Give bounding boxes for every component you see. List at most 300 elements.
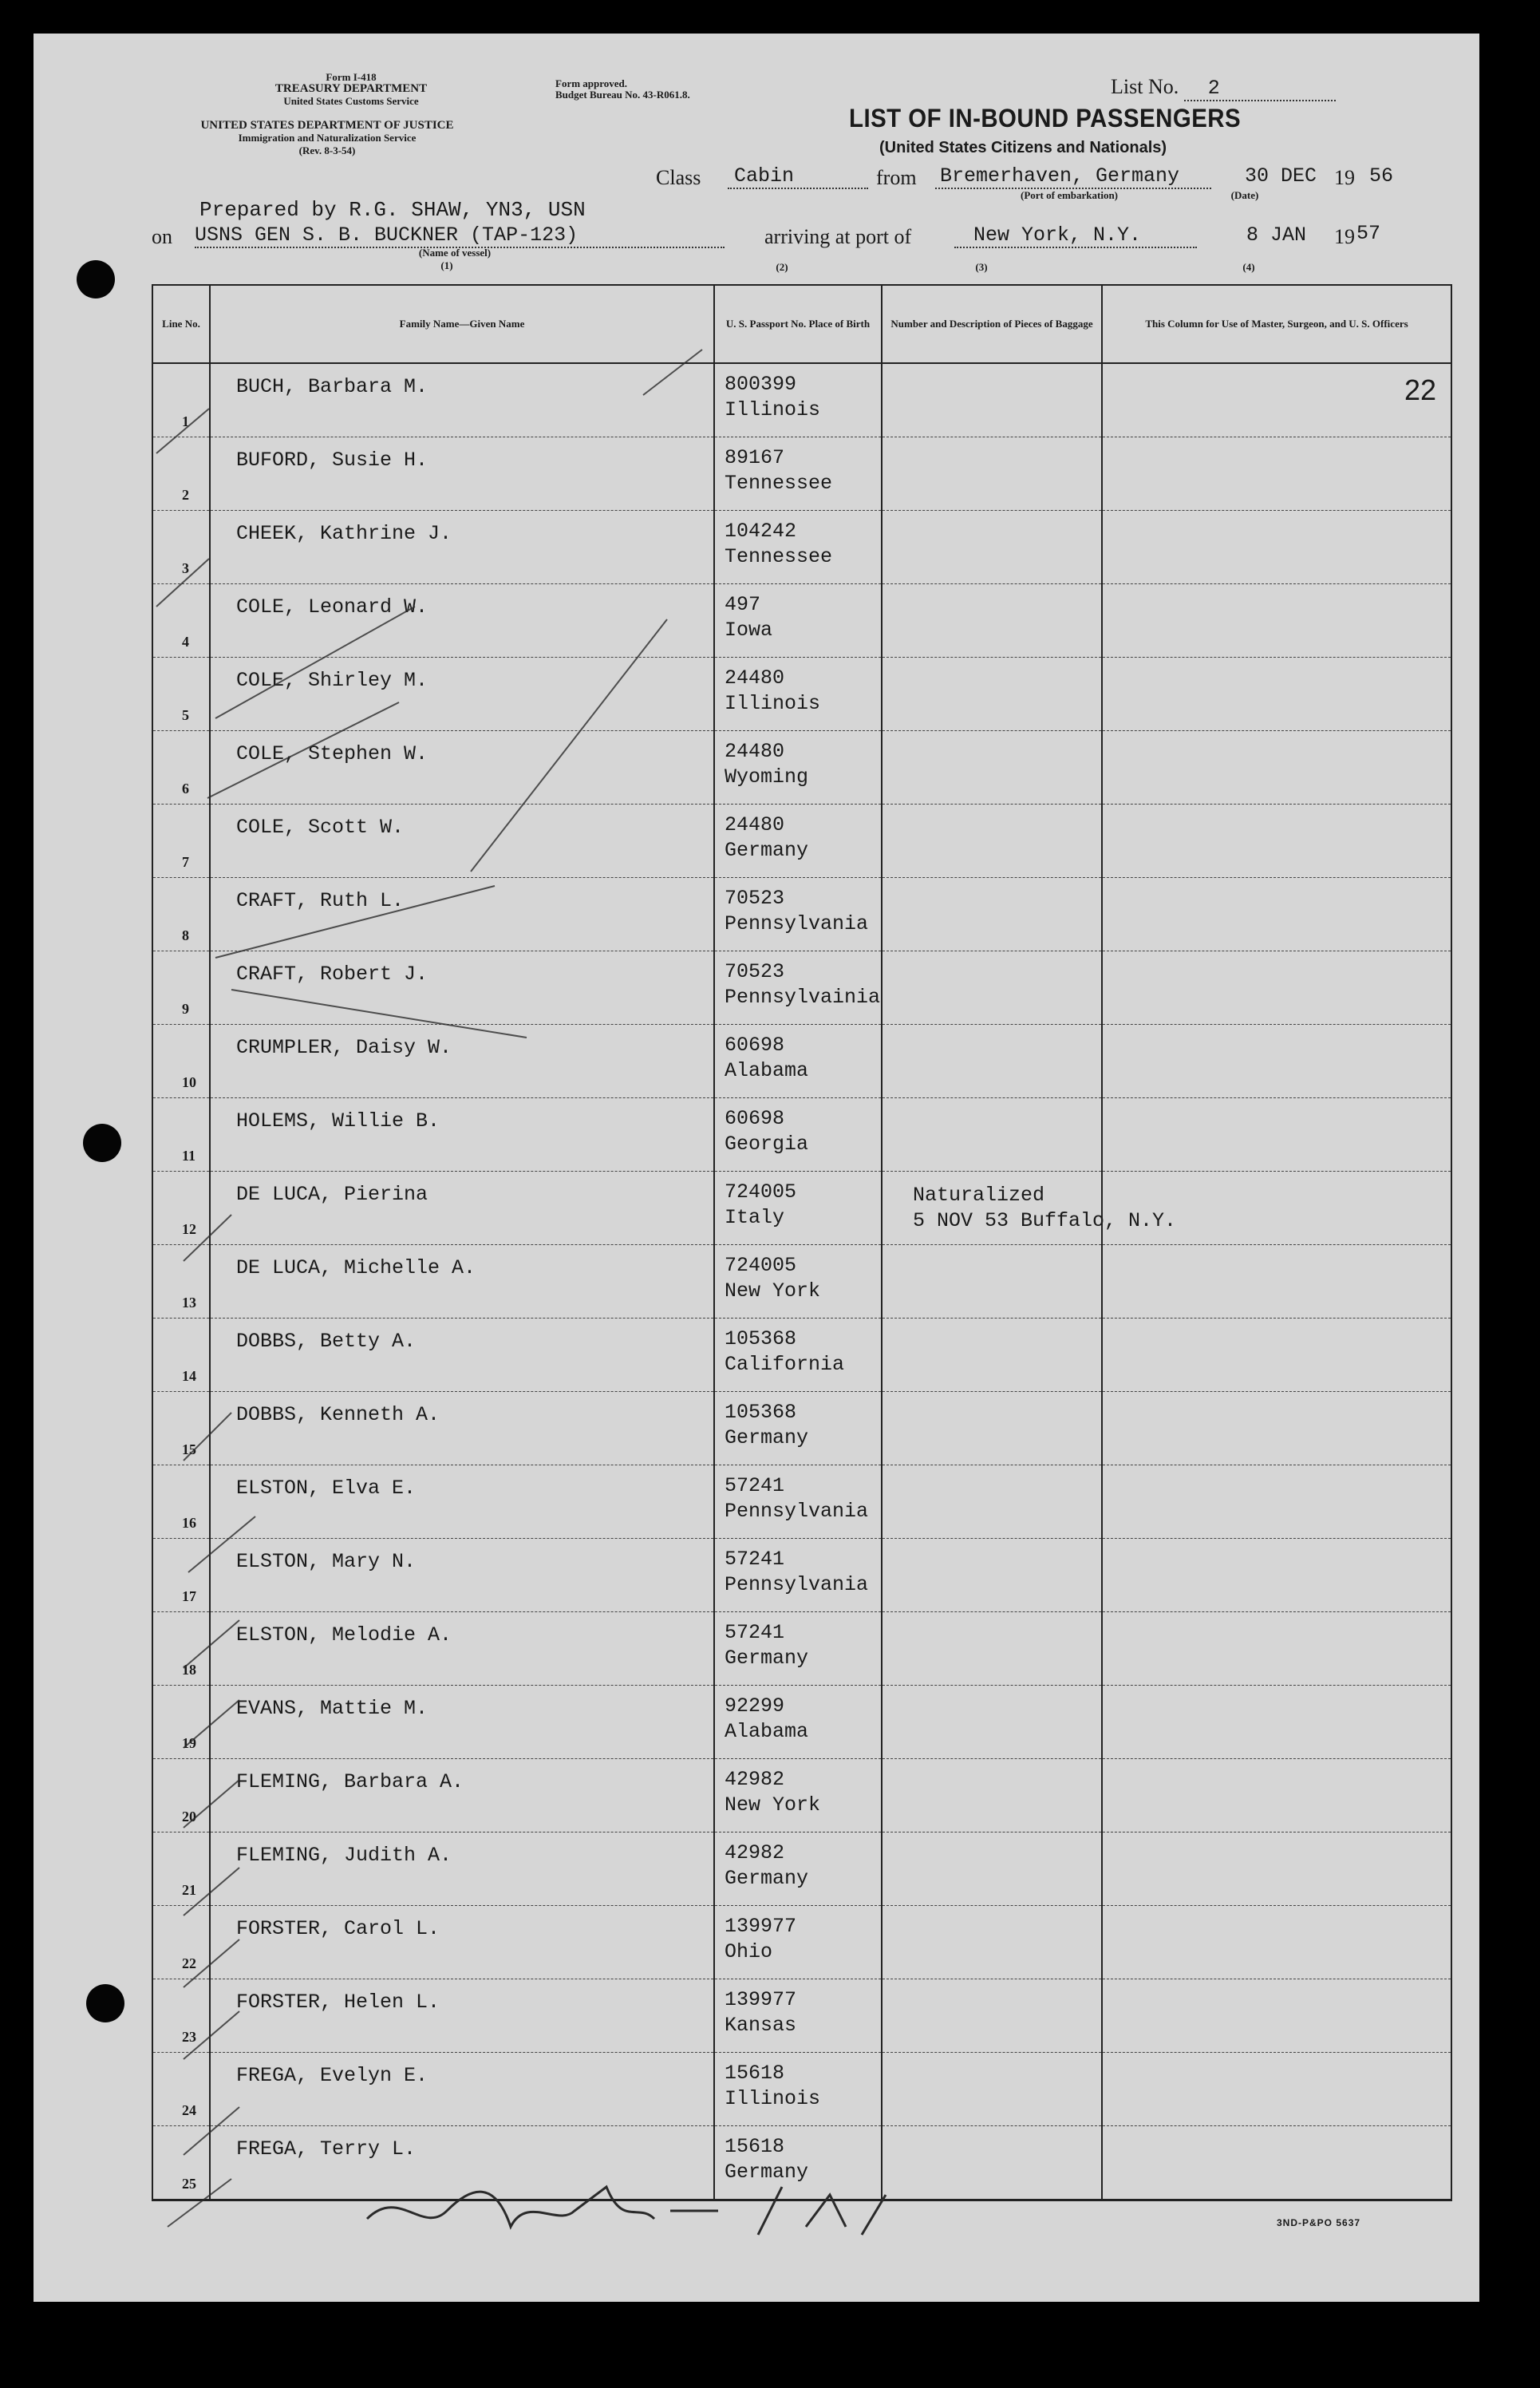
place-of-birth: Pennsylvania: [725, 1500, 869, 1523]
cell-baggage: [882, 1539, 1102, 1612]
baggage-note-1: Naturalized: [913, 1184, 1045, 1207]
baggage-note-2: 5 NOV 53 Buffalo, N.Y.: [913, 1209, 1177, 1232]
cell-passport: [714, 2053, 882, 2126]
cell-name: [210, 2126, 714, 2200]
place-of-birth: Kansas: [725, 2014, 797, 2037]
cell-baggage: [882, 1172, 1177, 1245]
cell-baggage: [882, 658, 1102, 731]
place-of-birth: Iowa: [725, 619, 773, 642]
cell-line-no: [152, 658, 210, 731]
cell-name: [210, 1686, 714, 1759]
passenger-name: CRAFT, Robert J.: [236, 963, 428, 986]
passport-number: 104242: [725, 520, 797, 543]
cell-passport: [714, 584, 882, 658]
table-header-row: [152, 285, 1451, 363]
cell-baggage: [882, 2126, 1102, 2200]
passport-number: 70523: [725, 960, 785, 983]
place-of-birth: New York: [725, 1279, 821, 1303]
arriving-label: arriving at port of: [764, 225, 912, 248]
place-of-birth: Illinois: [725, 2087, 821, 2110]
cell-officers: [1102, 437, 1451, 511]
cell-line-no: [152, 1833, 210, 1906]
passport-block: [725, 1547, 868, 1598]
cell-passport: [714, 1465, 882, 1539]
place-of-birth: Germany: [725, 1647, 809, 1670]
passport-block: [725, 2134, 808, 2185]
cell-passport: [714, 1098, 882, 1172]
passenger-name: HOLEMS, Willie B.: [236, 1109, 440, 1133]
cell-line-no: [152, 878, 210, 951]
place-of-birth: Alabama: [725, 1059, 809, 1082]
cell-name: [210, 805, 714, 878]
place-of-birth: Georgia: [725, 1133, 809, 1156]
table-row: [152, 511, 1451, 584]
cell-passport: [714, 1539, 882, 1612]
passport-number: 92299: [725, 1694, 785, 1718]
cell-passport: [714, 437, 882, 511]
cell-passport: [714, 658, 882, 731]
column-1-note: (1): [440, 259, 453, 271]
place-of-birth: Germany: [725, 1426, 809, 1449]
table-row: [152, 363, 1451, 437]
col-header-name: Family Name—Given Name: [210, 285, 714, 363]
passenger-name: DE LUCA, Pierina: [236, 1183, 428, 1206]
cell-passport: [714, 1245, 882, 1319]
vessel-note: (Name of vessel): [418, 247, 492, 259]
embarkation-port: Bremerhaven, Germany: [935, 164, 1211, 189]
passport-block: [725, 1033, 808, 1084]
cell-line-no: [152, 1098, 210, 1172]
cell-name: [210, 1979, 714, 2053]
cell-baggage: [882, 1319, 1102, 1392]
line-number: 11: [182, 1148, 196, 1164]
cell-passport: [714, 1906, 882, 1979]
passport-number: 800399: [725, 373, 797, 396]
passenger-name: COLE, Stephen W.: [236, 742, 428, 765]
cell-baggage: [882, 805, 1102, 878]
table-row: [152, 1612, 1451, 1686]
line-number: 1: [182, 413, 189, 429]
column-2-note: (2): [776, 261, 788, 273]
cell-line-no: [152, 1245, 210, 1319]
cell-name: [210, 658, 714, 731]
cell-name: [210, 1465, 714, 1539]
cell-line-no: [152, 2126, 210, 2200]
cell-officers: [1102, 1245, 1451, 1319]
cell-name: [210, 1025, 714, 1098]
place-of-birth: Pennsylvania: [725, 1573, 869, 1596]
cell-officers: [1102, 1025, 1451, 1098]
passport-number: 24480: [725, 813, 785, 836]
column-4-note: (4): [1242, 261, 1255, 273]
passenger-name: FORSTER, Helen L.: [236, 1991, 440, 2014]
line-number: 18: [182, 1662, 196, 1678]
line-number: 23: [182, 2029, 196, 2045]
passenger-name: EVANS, Mattie M.: [236, 1697, 428, 1720]
page-subtitle: (United States Citizens and Nationals): [879, 139, 1167, 156]
table-row: [152, 1906, 1451, 1979]
cell-baggage: [882, 2053, 1102, 2126]
passport-block: [725, 1987, 796, 2038]
cell-passport: [714, 731, 882, 805]
cell-officers: [1102, 584, 1451, 658]
table-row: [152, 1465, 1451, 1539]
cell-name: [210, 1539, 714, 1612]
passport-block: [725, 1106, 808, 1157]
cell-line-no: [152, 2053, 210, 2126]
line-number: 8: [182, 927, 189, 943]
immigration-heading: Immigration and Naturalization Service: [238, 132, 417, 144]
table-row: [152, 805, 1451, 878]
cell-line-no: [152, 1906, 210, 1979]
passenger-name: ELSTON, Melodie A.: [236, 1623, 452, 1647]
date-note: (Date): [1230, 189, 1259, 201]
place-of-birth: Illinois: [725, 398, 821, 421]
cell-name: [210, 511, 714, 584]
passenger-name: BUCH, Barbara M.: [236, 375, 428, 398]
passport-block: [725, 519, 832, 570]
cell-passport: [714, 1833, 882, 1906]
passport-number: 42982: [725, 1768, 785, 1791]
line-number: 22: [182, 1955, 196, 1971]
line-number: 7: [182, 854, 189, 870]
passport-block: [725, 1253, 820, 1304]
passenger-name: DE LUCA, Michelle A.: [236, 1256, 476, 1279]
year-prefix: 19: [1334, 166, 1355, 189]
cell-officers: [1102, 658, 1451, 731]
passport-block: [725, 1767, 820, 1818]
cell-line-no: [152, 951, 210, 1025]
table-row: [152, 1245, 1451, 1319]
arrival-port: New York, N.Y.: [954, 223, 1197, 248]
passenger-name: CHEEK, Kathrine J.: [236, 522, 452, 545]
passenger-name: DOBBS, Betty A.: [236, 1330, 417, 1353]
cell-name: [210, 437, 714, 511]
cell-line-no: [152, 805, 210, 878]
line-number: 10: [182, 1074, 196, 1090]
passenger-name: FREGA, Terry L.: [236, 2137, 417, 2161]
passenger-name: COLE, Leonard W.: [236, 595, 428, 619]
line-number: 16: [182, 1515, 196, 1531]
cell-officers: [1102, 951, 1451, 1025]
cell-officers: [1102, 1833, 1451, 1906]
passport-number: 70523: [725, 887, 785, 910]
embarkation-date: 30 DEC: [1245, 164, 1317, 188]
cell-officers: [1102, 1392, 1451, 1465]
list-no-label: List No.: [1111, 75, 1179, 98]
passport-block: [725, 959, 880, 1010]
passport-number: 89167: [725, 446, 785, 469]
cell-name: [210, 1612, 714, 1686]
cell-baggage: [882, 731, 1102, 805]
cell-passport: [714, 2126, 882, 2200]
cell-name: [210, 584, 714, 658]
cell-name: [210, 951, 714, 1025]
passport-block: [725, 1620, 808, 1671]
cell-officers: [1102, 1612, 1451, 1686]
vessel-name: USNS GEN S. B. BUCKNER (TAP-123): [195, 223, 725, 248]
cell-line-no: [152, 1539, 210, 1612]
cell-line-no: [152, 584, 210, 658]
table-row: [152, 878, 1451, 951]
revision-note: (Rev. 8-3-54): [298, 144, 356, 156]
table-row: [152, 731, 1451, 805]
cell-baggage: [882, 1759, 1102, 1833]
table-row: [152, 1392, 1451, 1465]
cell-line-no: [152, 1319, 210, 1392]
cell-name: [210, 878, 714, 951]
passenger-name: COLE, Scott W.: [236, 816, 405, 839]
budget-bureau: Budget Bureau No. 43-R061.8.: [555, 89, 690, 101]
passport-block: [725, 2061, 820, 2112]
page-title: LIST OF IN-BOUND PASSENGERS: [849, 104, 1242, 132]
table-row: [152, 1979, 1451, 2053]
passenger-name: CRUMPLER, Daisy W.: [236, 1036, 452, 1059]
passport-block: [725, 1180, 796, 1231]
justice-heading: UNITED STATES DEPARTMENT OF JUSTICE: [200, 119, 454, 132]
customs-heading: United States Customs Service: [283, 95, 419, 107]
place-of-birth: California: [725, 1353, 845, 1376]
table-row: [152, 951, 1451, 1025]
line-number: 3: [182, 560, 189, 576]
table-row: [152, 584, 1451, 658]
cell-name: [210, 363, 714, 437]
passport-number: 724005: [725, 1254, 797, 1277]
cell-officers: [1102, 2126, 1451, 2200]
passport-number: 60698: [725, 1107, 785, 1130]
punch-hole: [77, 260, 115, 298]
line-number: 21: [182, 1882, 196, 1898]
cell-baggage: [882, 951, 1102, 1025]
arrival-year-prefix: 19: [1334, 225, 1355, 248]
table-row: [152, 1025, 1451, 1098]
cell-name: [210, 2053, 714, 2126]
cell-officers: [1102, 1686, 1451, 1759]
place-of-birth: Alabama: [725, 1720, 809, 1743]
cell-baggage: [882, 1979, 1102, 2053]
cell-name: [210, 1172, 714, 1245]
cell-baggage: [882, 363, 1102, 437]
cell-line-no: [152, 437, 210, 511]
cell-baggage: [882, 1686, 1102, 1759]
form-approved: Form approved.: [555, 77, 628, 89]
col-header-baggage: Number and Description of Pieces of Baggage: [882, 285, 1102, 363]
line-number: 24: [182, 2102, 196, 2118]
cell-baggage: [882, 511, 1102, 584]
prepared-by: Prepared by R.G. SHAW, YN3, USN: [199, 198, 586, 222]
line-number: 20: [182, 1809, 196, 1825]
port-note: (Port of embarkation): [1020, 189, 1119, 201]
cell-line-no: [152, 1979, 210, 2053]
cell-officers: [1102, 878, 1451, 951]
class-label: Class: [656, 166, 701, 189]
place-of-birth: Germany: [725, 2161, 809, 2184]
passport-number: 139977: [725, 1915, 797, 1938]
passenger-name: CRAFT, Ruth L.: [236, 889, 405, 912]
passport-block: [725, 372, 820, 423]
cell-passport: [714, 1759, 882, 1833]
passport-block: [725, 592, 772, 643]
table-row: [152, 1833, 1451, 1906]
col-header-passport: U. S. Passport No. Place of Birth: [714, 285, 882, 363]
passport-block: [725, 1914, 796, 1965]
place-of-birth: Italy: [725, 1206, 785, 1229]
col-header-officers: This Column for Use of Master, Surgeon, and U. S. Officers: [1102, 285, 1451, 363]
cell-line-no: [152, 1025, 210, 1098]
cell-line-no: [152, 1392, 210, 1465]
cell-name: [210, 1759, 714, 1833]
passenger-name: ELSTON, Elva E.: [236, 1477, 417, 1500]
passport-number: 57241: [725, 1548, 785, 1571]
cell-officers: [1102, 1172, 1451, 1245]
cell-officers: [1102, 511, 1451, 584]
passenger-name: BUFORD, Susie H.: [236, 449, 428, 472]
line-number: 25: [182, 2176, 196, 2192]
cell-passport: [714, 1979, 882, 2053]
cell-passport: [714, 1025, 882, 1098]
passport-block: [725, 1473, 868, 1524]
passenger-table: [152, 284, 1452, 2201]
cell-officers: [1102, 805, 1451, 878]
arrival-date: 8 JAN: [1246, 223, 1307, 247]
treasury-heading: TREASURY DEPARTMENT: [274, 82, 428, 95]
passport-number: 139977: [725, 1988, 797, 2011]
cell-name: [210, 1906, 714, 1979]
place-of-birth: New York: [725, 1793, 821, 1817]
passport-number: 724005: [725, 1180, 797, 1204]
cell-officers: [1102, 1319, 1451, 1392]
passport-number: 15618: [725, 2062, 785, 2085]
cell-line-no: [152, 1612, 210, 1686]
cell-line-no: [152, 1686, 210, 1759]
passport-number: 42982: [725, 1841, 785, 1864]
passport-block: [725, 445, 832, 496]
cell-officers: [1102, 1539, 1451, 1612]
passport-number: 497: [725, 593, 761, 616]
passenger-name: FREGA, Evelyn E.: [236, 2064, 428, 2087]
cell-name: [210, 1245, 714, 1319]
officer-note: 22: [1404, 374, 1436, 406]
cell-line-no: [152, 1759, 210, 1833]
cell-baggage: [882, 437, 1102, 511]
place-of-birth: Tennessee: [725, 545, 833, 568]
passenger-name: FLEMING, Barbara A.: [236, 1770, 464, 1793]
passport-block: [725, 739, 808, 790]
cell-officers: [1102, 1759, 1451, 1833]
place-of-birth: Germany: [725, 1867, 809, 1890]
cell-baggage: [882, 584, 1102, 658]
line-number: 5: [182, 707, 189, 723]
cell-line-no: [152, 731, 210, 805]
cell-baggage: [882, 1098, 1102, 1172]
table-row: [152, 2053, 1451, 2126]
from-label: from: [876, 166, 917, 189]
place-of-birth: Wyoming: [725, 765, 809, 789]
cell-passport: [714, 951, 882, 1025]
line-number: 6: [182, 781, 189, 797]
on-label: on: [152, 225, 172, 248]
table-row: [152, 1172, 1451, 1245]
line-number: 12: [182, 1221, 196, 1237]
cell-baggage: [882, 1906, 1102, 1979]
cell-officers: [1102, 1465, 1451, 1539]
table-row: [152, 437, 1451, 511]
line-number: 2: [182, 487, 189, 503]
place-of-birth: Germany: [725, 839, 809, 862]
list-number: [1111, 75, 1336, 101]
cell-passport: [714, 805, 882, 878]
line-number: 13: [182, 1295, 196, 1311]
table-row: [152, 658, 1451, 731]
place-of-birth: Tennessee: [725, 472, 833, 495]
cell-baggage: [882, 1465, 1102, 1539]
place-of-birth: Ohio: [725, 1940, 773, 1963]
passport-number: 24480: [725, 740, 785, 763]
cell-officers: [1102, 1098, 1451, 1172]
cell-passport: [714, 1172, 882, 1245]
passenger-name: FLEMING, Judith A.: [236, 1844, 452, 1867]
table-row: [152, 2126, 1451, 2200]
passport-block: [725, 886, 868, 937]
cell-officers: [1102, 1979, 1451, 2053]
cell-name: [210, 1098, 714, 1172]
cell-passport: [714, 1319, 882, 1392]
class-value: Cabin: [728, 164, 868, 189]
passport-number: 105368: [725, 1327, 797, 1350]
cell-passport: [714, 1612, 882, 1686]
punch-hole: [86, 1984, 124, 2022]
cell-officers: [1102, 2053, 1451, 2126]
cell-line-no: [152, 1465, 210, 1539]
passport-number: 60698: [725, 1034, 785, 1057]
place-of-birth: Illinois: [725, 692, 821, 715]
col-header-line: Line No.: [152, 285, 210, 363]
line-number: 15: [182, 1441, 196, 1457]
table-row: [152, 1686, 1451, 1759]
cell-baggage: [882, 878, 1102, 951]
cell-passport: [714, 1392, 882, 1465]
table-row: [152, 1759, 1451, 1833]
form-number: Form I-418: [326, 71, 377, 83]
list-no-value: 2: [1184, 77, 1336, 101]
passenger-name: COLE, Shirley M.: [236, 669, 428, 692]
passport-block: [725, 1694, 808, 1745]
passport-number: 15618: [725, 2135, 785, 2158]
place-of-birth: Pennsylvania: [725, 912, 869, 935]
arrival-year-suffix: 57: [1356, 222, 1381, 245]
table-row: [152, 1098, 1451, 1172]
cell-line-no: [152, 1172, 210, 1245]
passport-block: [725, 1840, 808, 1892]
cell-name: [210, 1392, 714, 1465]
passport-number: 57241: [725, 1621, 785, 1644]
cell-baggage: [882, 1025, 1102, 1098]
cell-line-no: [152, 511, 210, 584]
cell-officers: [1102, 363, 1451, 437]
passport-number: 105368: [725, 1401, 797, 1424]
line-number: 14: [182, 1368, 196, 1384]
passport-block: [725, 1400, 808, 1451]
cell-baggage: [882, 1392, 1102, 1465]
printer-code: 3ND-P&PO 5637: [1277, 2217, 1361, 2228]
cell-officers: [1102, 731, 1451, 805]
line-number: 9: [182, 1001, 189, 1017]
cell-passport: [714, 511, 882, 584]
cell-baggage: [882, 1245, 1102, 1319]
cell-name: [210, 731, 714, 805]
passenger-name: DOBBS, Kenneth A.: [236, 1403, 440, 1426]
passport-block: [725, 812, 808, 864]
